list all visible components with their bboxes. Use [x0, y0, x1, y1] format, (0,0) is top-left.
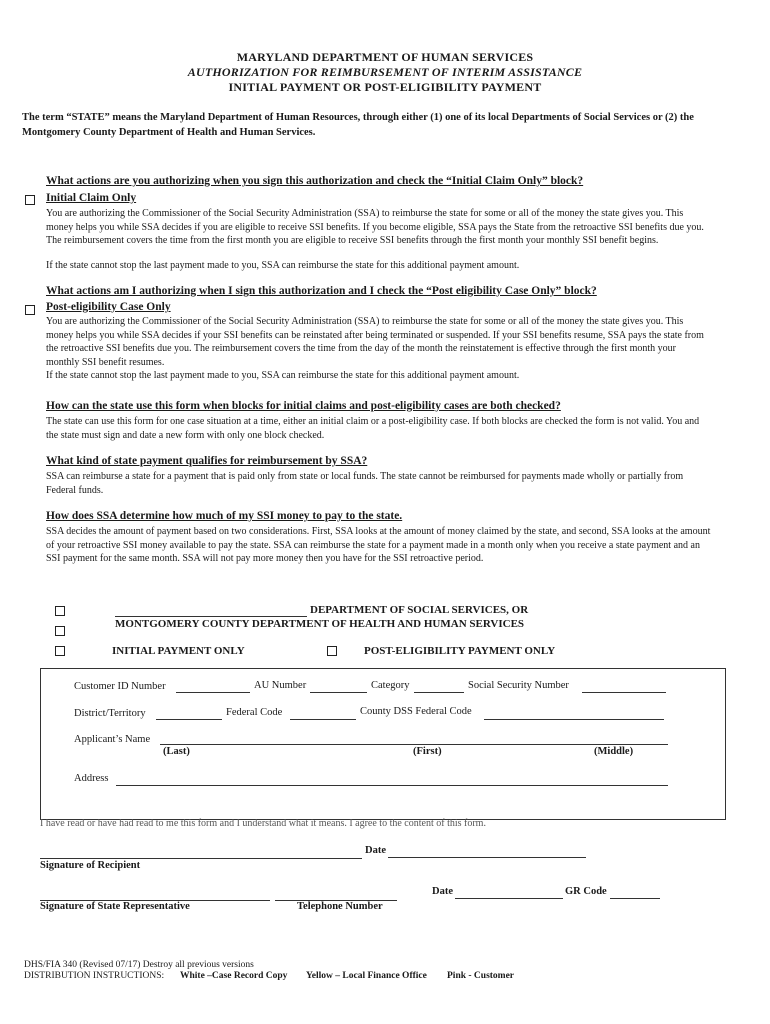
dss-checkbox[interactable]	[55, 606, 65, 616]
intro-text: The term “STATE” means the Maryland Department of Human Resources, through either (1) one of its local Departments of Social Services or (2) the Montgomery County Department of Health and Human Services.	[22, 112, 694, 138]
form-title: MARYLAND DEPARTMENT OF HUMAN SERVICES	[236, 50, 534, 64]
initial-claim-note: If the state cannot stop the last payment made to you, SSA can reimburse the state for this additional payment amount.	[46, 260, 520, 271]
post-eligibility-note: If the state cannot stop the last payment made to you, SSA can reimburse the state for this additional payment amount.	[46, 370, 520, 381]
post-eligibility-checkbox[interactable]	[25, 305, 35, 315]
gr-code-input[interactable]	[610, 898, 660, 899]
form-subtitle-2: INITIAL PAYMENT OR POST-ELIGIBILITY PAYMENT	[228, 80, 542, 94]
post-eligibility-label: Post-eligibility Case Only	[46, 301, 171, 313]
acknowledgement-text: I have read or have had read to me this form and I understand what it means. I agree to the content of this form.	[40, 818, 486, 829]
post-payment-label: POST-ELIGIBILITY PAYMENT ONLY	[364, 645, 556, 657]
gr-code-label: GR Code	[565, 886, 607, 897]
both-checked-question: How can the state use this form when blocks for initial claims and post-eligibility cases are both checked?	[46, 400, 561, 412]
dss-county-blank[interactable]	[115, 616, 307, 617]
applicant-name-label: Applicant’s Name	[74, 734, 151, 745]
post-eligibility-body: You are authorizing the Commissioner of the Social Security Administration (SSA) to reimburse the state for some or all of the money the state gives you. This money helps you while SSA decides if your SSI benefits can be reinstated after being terminated or suspended. If your SSI benefits resume, SSA pays the state from the retroactive SSI benefits due you. The reimbursement covers the time from the day of the month the reinstatement is effective through the first month your monthly SSI benefit resumes.	[46, 316, 704, 368]
form-subtitle: AUTHORIZATION FOR REIMBURSEMENT OF INTERIM ASSISTANCE	[187, 65, 583, 79]
form-id: DHS/FIA 340 (Revised 07/17) Destroy all previous versions	[24, 960, 254, 970]
category-input[interactable]	[414, 692, 464, 693]
ssn-input[interactable]	[582, 692, 666, 693]
county-code-label: County DSS Federal Code	[360, 706, 472, 717]
distribution-label: DISTRIBUTION INSTRUCTIONS:	[24, 971, 165, 981]
au-number-label: AU Number	[254, 680, 307, 691]
rep-date-label: Date	[432, 886, 453, 897]
both-checked-body: The state can use this form for one case situation at a time, either an initial claim or a post-eligibility case. If both blocks are checked the form is not valid. You and the state must sign and date a new form with only one block checked.	[46, 416, 700, 441]
post-eligibility-question: What actions am I authorizing when I sign this authorization and I check the “Post eligibility Case Only” block?	[46, 285, 597, 297]
first-name-label: (First)	[413, 746, 442, 757]
how-much-question: How does SSA determine how much of my SSI money to pay to the state.	[46, 510, 403, 522]
county-code-input[interactable]	[484, 719, 664, 720]
initial-claim-body: You are authorizing the Commissioner of the Social Security Administration (SSA) to reimburse the state for some or all of the money the state gives you. This money helps you while SSA decides if you are eligible to receive SSI benefits. If you become eligible, SSA pays the State from the retroactive SSI benefits due you. The reimbursement covers the time from the first month you are eligible to receive SSI benefits through the first month your monthly SSI benefit begins.	[46, 208, 704, 246]
federal-code-label: Federal Code	[226, 707, 283, 718]
au-number-input[interactable]	[310, 692, 367, 693]
initial-payment-label: INITIAL PAYMENT ONLY	[112, 645, 245, 657]
recipient-signature-line[interactable]	[40, 858, 362, 859]
dss-label: DEPARTMENT OF SOCIAL SERVICES, OR	[310, 604, 529, 616]
last-name-label: (Last)	[163, 746, 190, 757]
initial-payment-checkbox[interactable]	[55, 646, 65, 656]
state-rep-signature-label: Signature of State Representative	[40, 901, 190, 912]
post-payment-checkbox[interactable]	[327, 646, 337, 656]
applicant-name-input[interactable]	[160, 744, 668, 745]
distribution-yellow: Yellow – Local Finance Office	[306, 971, 427, 981]
telephone-label: Telephone Number	[297, 901, 383, 912]
address-label: Address	[74, 773, 109, 784]
payment-kind-body: SSA can reimburse a state for a payment that is paid only from state or local funds. The state cannot be reimbursed for payments made wholly or partially from Federal funds.	[46, 471, 684, 496]
montgomery-label: MONTGOMERY COUNTY DEPARTMENT OF HEALTH AND HUMAN SERVICES	[115, 618, 525, 630]
category-label: Category	[371, 680, 410, 691]
montgomery-checkbox[interactable]	[55, 626, 65, 636]
rep-date-input[interactable]	[455, 898, 563, 899]
distribution-pink: Pink - Customer	[447, 971, 515, 981]
initial-claim-question: What actions are you authorizing when you sign this authorization and check the “Initial Claim Only” block?	[46, 175, 584, 187]
ssn-label: Social Security Number	[468, 680, 569, 691]
recipient-date-label: Date	[365, 845, 386, 856]
initial-claim-label: Initial Claim Only	[46, 192, 137, 204]
federal-code-input[interactable]	[290, 719, 356, 720]
payment-kind-question: What kind of state payment qualifies for reimbursement by SSA?	[46, 455, 368, 467]
district-input[interactable]	[156, 719, 222, 720]
district-label: District/Territory	[74, 708, 146, 719]
distribution-white: White –Case Record Copy	[180, 971, 288, 981]
customer-id-label: Customer ID Number	[74, 681, 166, 692]
how-much-body: SSA decides the amount of payment based on two considerations. First, SSA looks at the amount of money claimed by the state, and second, SSA looks at the amount of your retroactive SSI money available to pay the state. SSA can reimburse the state for a payment made in a month only when you receive a state payment and an SSI payment for the same month. SSA will not pay more money then you have for the SSI retroactive period.	[46, 526, 711, 564]
middle-name-label: (Middle)	[594, 746, 634, 757]
initial-claim-checkbox[interactable]	[25, 195, 35, 205]
address-input[interactable]	[116, 785, 668, 786]
recipient-date-input[interactable]	[388, 857, 586, 858]
recipient-signature-label: Signature of Recipient	[40, 860, 141, 871]
customer-id-input[interactable]	[176, 692, 250, 693]
